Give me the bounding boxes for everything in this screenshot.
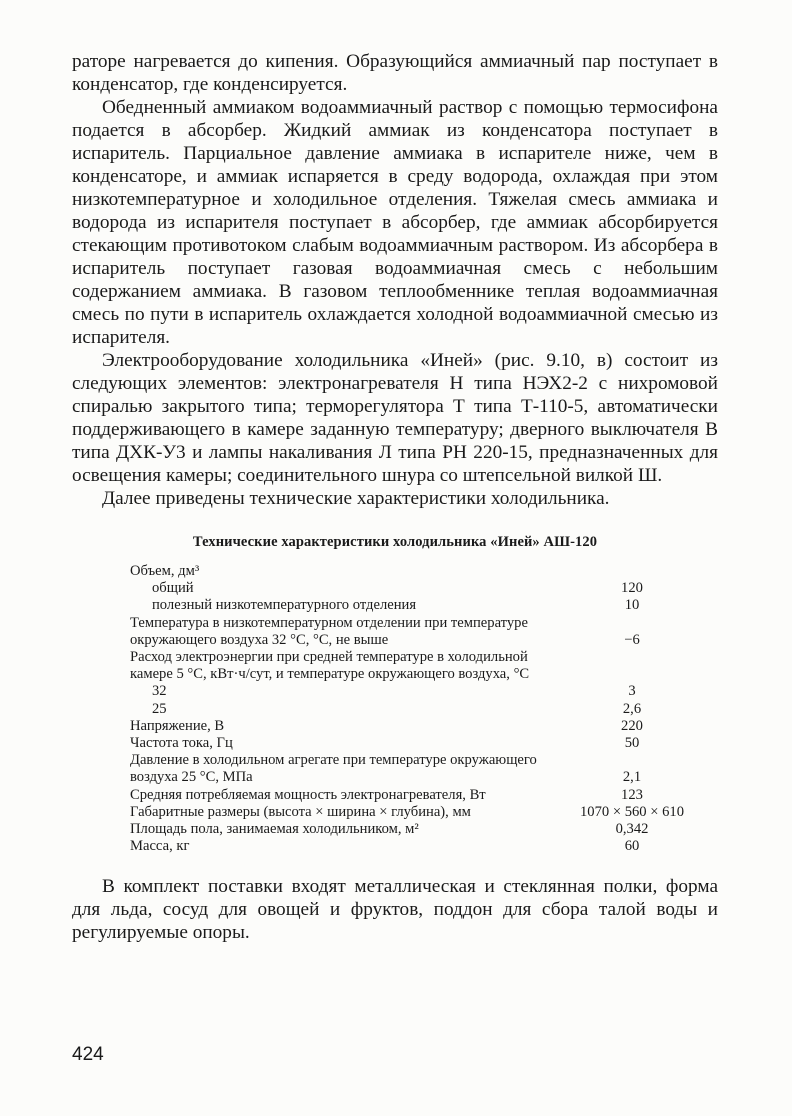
spec-value: −6 [624, 631, 640, 648]
paragraph-electrical: Электрооборудование холодильника «Иней» (рис. 9.10, в) состоит из следующих элементов: электронагревателя Н типа НЭХ2-2 с нихромовой спиралью закрытого типа; терморегулятора Т типа Т-110-5, автоматически поддерживающего в камере заданную температуру; дверного выключателя В типа ДХК-У3 и лампы накаливания Л типа РН 220-15, предназначенных для освещения камеры; соединительного шнура со штепсельной вилкой Ш. [72, 350, 718, 486]
spec-value [552, 563, 712, 580]
spec-label: Напряжение, В [130, 717, 225, 734]
spec-label: 25 [152, 700, 167, 717]
spec-row [130, 804, 712, 821]
paragraph-delivery: В комплект поставки входят металлическая и стеклянная полки, форма для льда, сосуд для овощей и фруктов, поддон для сбора талой воды и регулируемые опоры. [72, 876, 718, 944]
page-body [72, 50, 718, 944]
spec-value: 3 [628, 683, 636, 700]
spec-row [130, 718, 712, 735]
spec-label: Средняя потребляемая мощность электронагревателя, Вт [130, 786, 486, 803]
spec-value: 50 [624, 735, 640, 752]
spec-label: общий [152, 580, 194, 597]
spec-value: 123 [621, 786, 643, 803]
spec-row [130, 563, 712, 580]
spec-row [130, 735, 712, 752]
paragraph-continuation: раторе нагревается до кипения. Образующийся аммиачный пар поступает в конденсатор, где конденсируется. [72, 51, 718, 95]
spec-label: Масса, кг [130, 838, 190, 855]
spec-label: Расход электроэнергии при средней температуре в холодильной камере 5 °С, кВт·ч/сут, и температуре окружающего воздуха, °С [130, 649, 530, 683]
specs-table [130, 563, 712, 855]
spec-value: 2,1 [622, 769, 642, 786]
spec-label: Температура в низкотемпературном отделении при температуре окружающего воздуха 32 °С, °С, не выше [130, 614, 528, 648]
spec-row [130, 701, 712, 718]
spec-value: 220 [621, 717, 643, 734]
spec-row [130, 787, 712, 804]
spec-row [130, 838, 712, 855]
spec-label: Площадь пола, занимаемая холодильником, м² [130, 821, 419, 838]
spec-label: 32 [152, 683, 167, 700]
spec-value: 120 [621, 580, 643, 597]
spec-row [130, 580, 712, 597]
spec-value: 0,342 [615, 821, 649, 838]
paragraph-intro-specs: Далее приведены технические характеристики холодильника. [102, 488, 610, 509]
spec-value: 10 [624, 597, 640, 614]
spec-row [130, 821, 712, 838]
paragraph-absorber: Обедненный аммиаком водоаммиачный раствор с помощью термосифона подается в абсорбер. Жидкий аммиак из конденсатора поступает в испаритель. Парциальное давление аммиака в испарителе ниже, чем в конденсаторе, и аммиак испаряется в среду водорода, охлаждая при этом низкотемпературное и холодильное отделения. Тяжелая смесь аммиака и водорода из испарителя поступает в абсорбер, где аммиак абсорбируется стекающим противотоком слабым водоаммиачным раствором. Из абсорбера в испаритель поступает газовая водоаммиачная смесь с небольшим содержанием аммиака. В газовом теплообменнике теплая водоаммиачная смесь по пути в испаритель охлаждается холодной водоаммиачной смесью из испарителя. [72, 97, 718, 348]
spec-value: 60 [624, 838, 640, 855]
spec-row [130, 752, 712, 786]
spec-value [552, 649, 712, 683]
spec-label: Габаритные размеры (высота × ширина × глубина), мм [130, 803, 471, 820]
spec-row [130, 683, 712, 700]
spec-row [130, 615, 712, 649]
spec-label: Объем, дм³ [130, 563, 200, 579]
spec-label: Давление в холодильном агрегате при температуре окружающего воздуха 25 °С, МПа [130, 752, 537, 786]
spec-label: полезный низкотемпературного отделения [152, 597, 417, 614]
spec-label: Частота тока, Гц [130, 735, 233, 752]
spec-row [130, 649, 712, 683]
specs-table-title: Технические характеристики холодильника «Иней» АШ-120 [192, 534, 598, 550]
spec-value: 1070 × 560 × 610 [579, 803, 685, 820]
page-number: 424 [72, 1044, 104, 1065]
spec-row [130, 597, 712, 614]
spec-value: 2,6 [622, 700, 642, 717]
